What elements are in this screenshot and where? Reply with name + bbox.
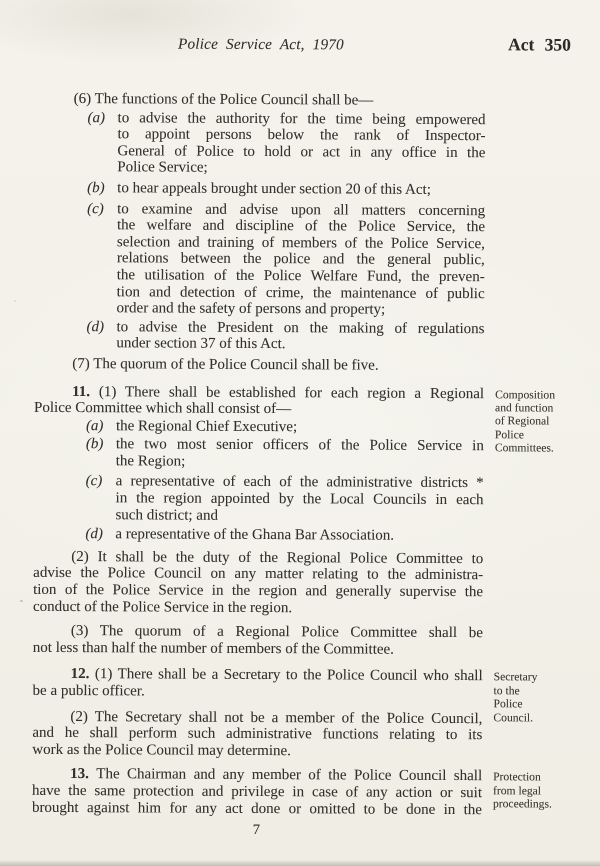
para-12-2 [32, 708, 482, 760]
scan-edge-shadow [0, 860, 600, 866]
text-line: (2) The Secretary shall not be a member of the Police Council, [70, 708, 483, 727]
margin-note-line: of Regional [494, 414, 550, 428]
text-line: the utilisation of the Police Welfare Fund, the preven- [116, 267, 485, 286]
text-line: to appoint persons below the rank of Inspector- [117, 126, 486, 145]
text-line: have the same protection and privilege in case of any action or suit [32, 782, 483, 802]
item-11c [33, 473, 483, 525]
text-line: under section 37 of this Act. [116, 335, 286, 353]
text-line: 12. (1) There shall be a Secretary to the Police Council who shall [70, 666, 483, 685]
text-line: the two most senior officers of the Police Service in [115, 436, 484, 455]
text-line: selection and training of members of the Police Service, [116, 233, 485, 252]
text-line: 13. The Chairman and any member of the Police Council shall [70, 766, 483, 785]
act-number: Act 350 [508, 34, 572, 55]
page-content [31, 34, 572, 840]
text-line: and he shall perform such administrative functions relating to its [32, 724, 483, 744]
text-line: in the region appointed by the Local Councils in each [115, 490, 484, 509]
text-line: (3) The quorum of a Regional Police Committee shall be [70, 623, 483, 642]
text-line: the welfare and discipline of the Police Service, the [116, 217, 486, 236]
item-6d [34, 319, 484, 355]
para-7 [34, 356, 484, 375]
margin-note-line: Police [493, 697, 523, 711]
item-6b [35, 180, 485, 199]
text-line: Police Committee which shall consist of— [34, 399, 292, 418]
text-line: 11. (1) There shall be established for each region a Regional [72, 383, 485, 402]
item-label: (a) [85, 417, 104, 434]
text-line: order and the safety of persons and property; [116, 300, 386, 318]
item-label: (b) [85, 436, 104, 453]
margin-note-line: proceedings. [492, 797, 552, 811]
text-line: to advise the authority for the time being empowered [117, 109, 486, 128]
text-line: brought against him for any act done or omitted to be done in the [31, 799, 482, 818]
text-line: tion of the Police Service in the region and generally supervise the [33, 581, 484, 601]
item-label: (c) [87, 200, 104, 217]
item-11a [34, 418, 484, 437]
item-6a [35, 109, 485, 178]
item-label: (d) [86, 318, 105, 335]
margin-note-line: Secretary [493, 670, 538, 684]
text-line: a representative of each of the administrative districts * [115, 473, 484, 492]
text-line: work as the Police Council may determine. [32, 741, 291, 759]
text-line: (2) It shall be the duty of the Regional Police Committee to [71, 548, 484, 568]
section-number: 13. [70, 766, 97, 783]
margin-note-line: to the [493, 684, 520, 698]
item-label: (c) [85, 473, 103, 490]
margin-note-line: Police [494, 427, 524, 442]
margin-note-line: and function [495, 401, 554, 415]
margin-note-line: Composition [495, 387, 556, 402]
text-line: tion and detection of crime, the maintenance of public [116, 283, 485, 302]
page-number: 7 [252, 822, 262, 839]
text-line: to hear appeals brought under section 20 of this Act; [117, 180, 431, 198]
section-number: 11. [72, 383, 99, 400]
text-line: (6) The functions of the Police Council shall be— [73, 91, 374, 109]
para-11-3 [33, 623, 483, 659]
text-line: such district; and [115, 506, 219, 524]
text-line: conduct of the Police Service in the region. [32, 598, 293, 616]
text-line: to advise the President on the making of regulations [116, 318, 485, 337]
text-line: not less than half the number of members of the Committee. [32, 639, 395, 658]
page-header [36, 34, 572, 57]
text-line: General of Police to hold or act in any office in the [117, 143, 486, 161]
text-line: to examine and advise upon all matters concerning [117, 200, 486, 219]
scan-speck [14, 300, 16, 302]
section-13 [31, 766, 552, 818]
margin-note-line: Committees. [494, 441, 554, 455]
item-11d [33, 526, 483, 545]
text-line: the Region; [115, 453, 186, 470]
text-line: advise the Police Council on any matter relating to the administra- [33, 565, 484, 584]
item-label: (a) [87, 109, 106, 126]
text-line: be a public officer. [32, 682, 145, 700]
margin-note [495, 388, 587, 456]
text-line: relations between the police and the general public, [116, 250, 485, 269]
para-11-2 [33, 549, 483, 618]
text-line: (7) The quorum of the Police Council shall be five. [72, 355, 379, 374]
margin-note [493, 771, 585, 812]
text-line: the Regional Chief Executive; [115, 417, 298, 435]
margin-note [493, 671, 585, 725]
text-column [31, 91, 556, 819]
item-6c [35, 200, 486, 319]
margin-note-line: Protection [493, 770, 541, 784]
item-label: (b) [87, 180, 105, 197]
section-number: 12. [70, 666, 95, 683]
margin-note-line: Council. [493, 710, 534, 725]
item-label: (d) [85, 526, 103, 543]
text-line: Police Service; [117, 159, 208, 177]
item-11b [34, 436, 484, 472]
text-line: a representative of the Ghana Bar Association. [115, 526, 395, 544]
margin-note-line: from legal [493, 784, 542, 798]
scan-speck [20, 600, 23, 602]
running-title: Police Service Act, 1970 [178, 35, 344, 54]
para-6-intro [36, 91, 486, 110]
